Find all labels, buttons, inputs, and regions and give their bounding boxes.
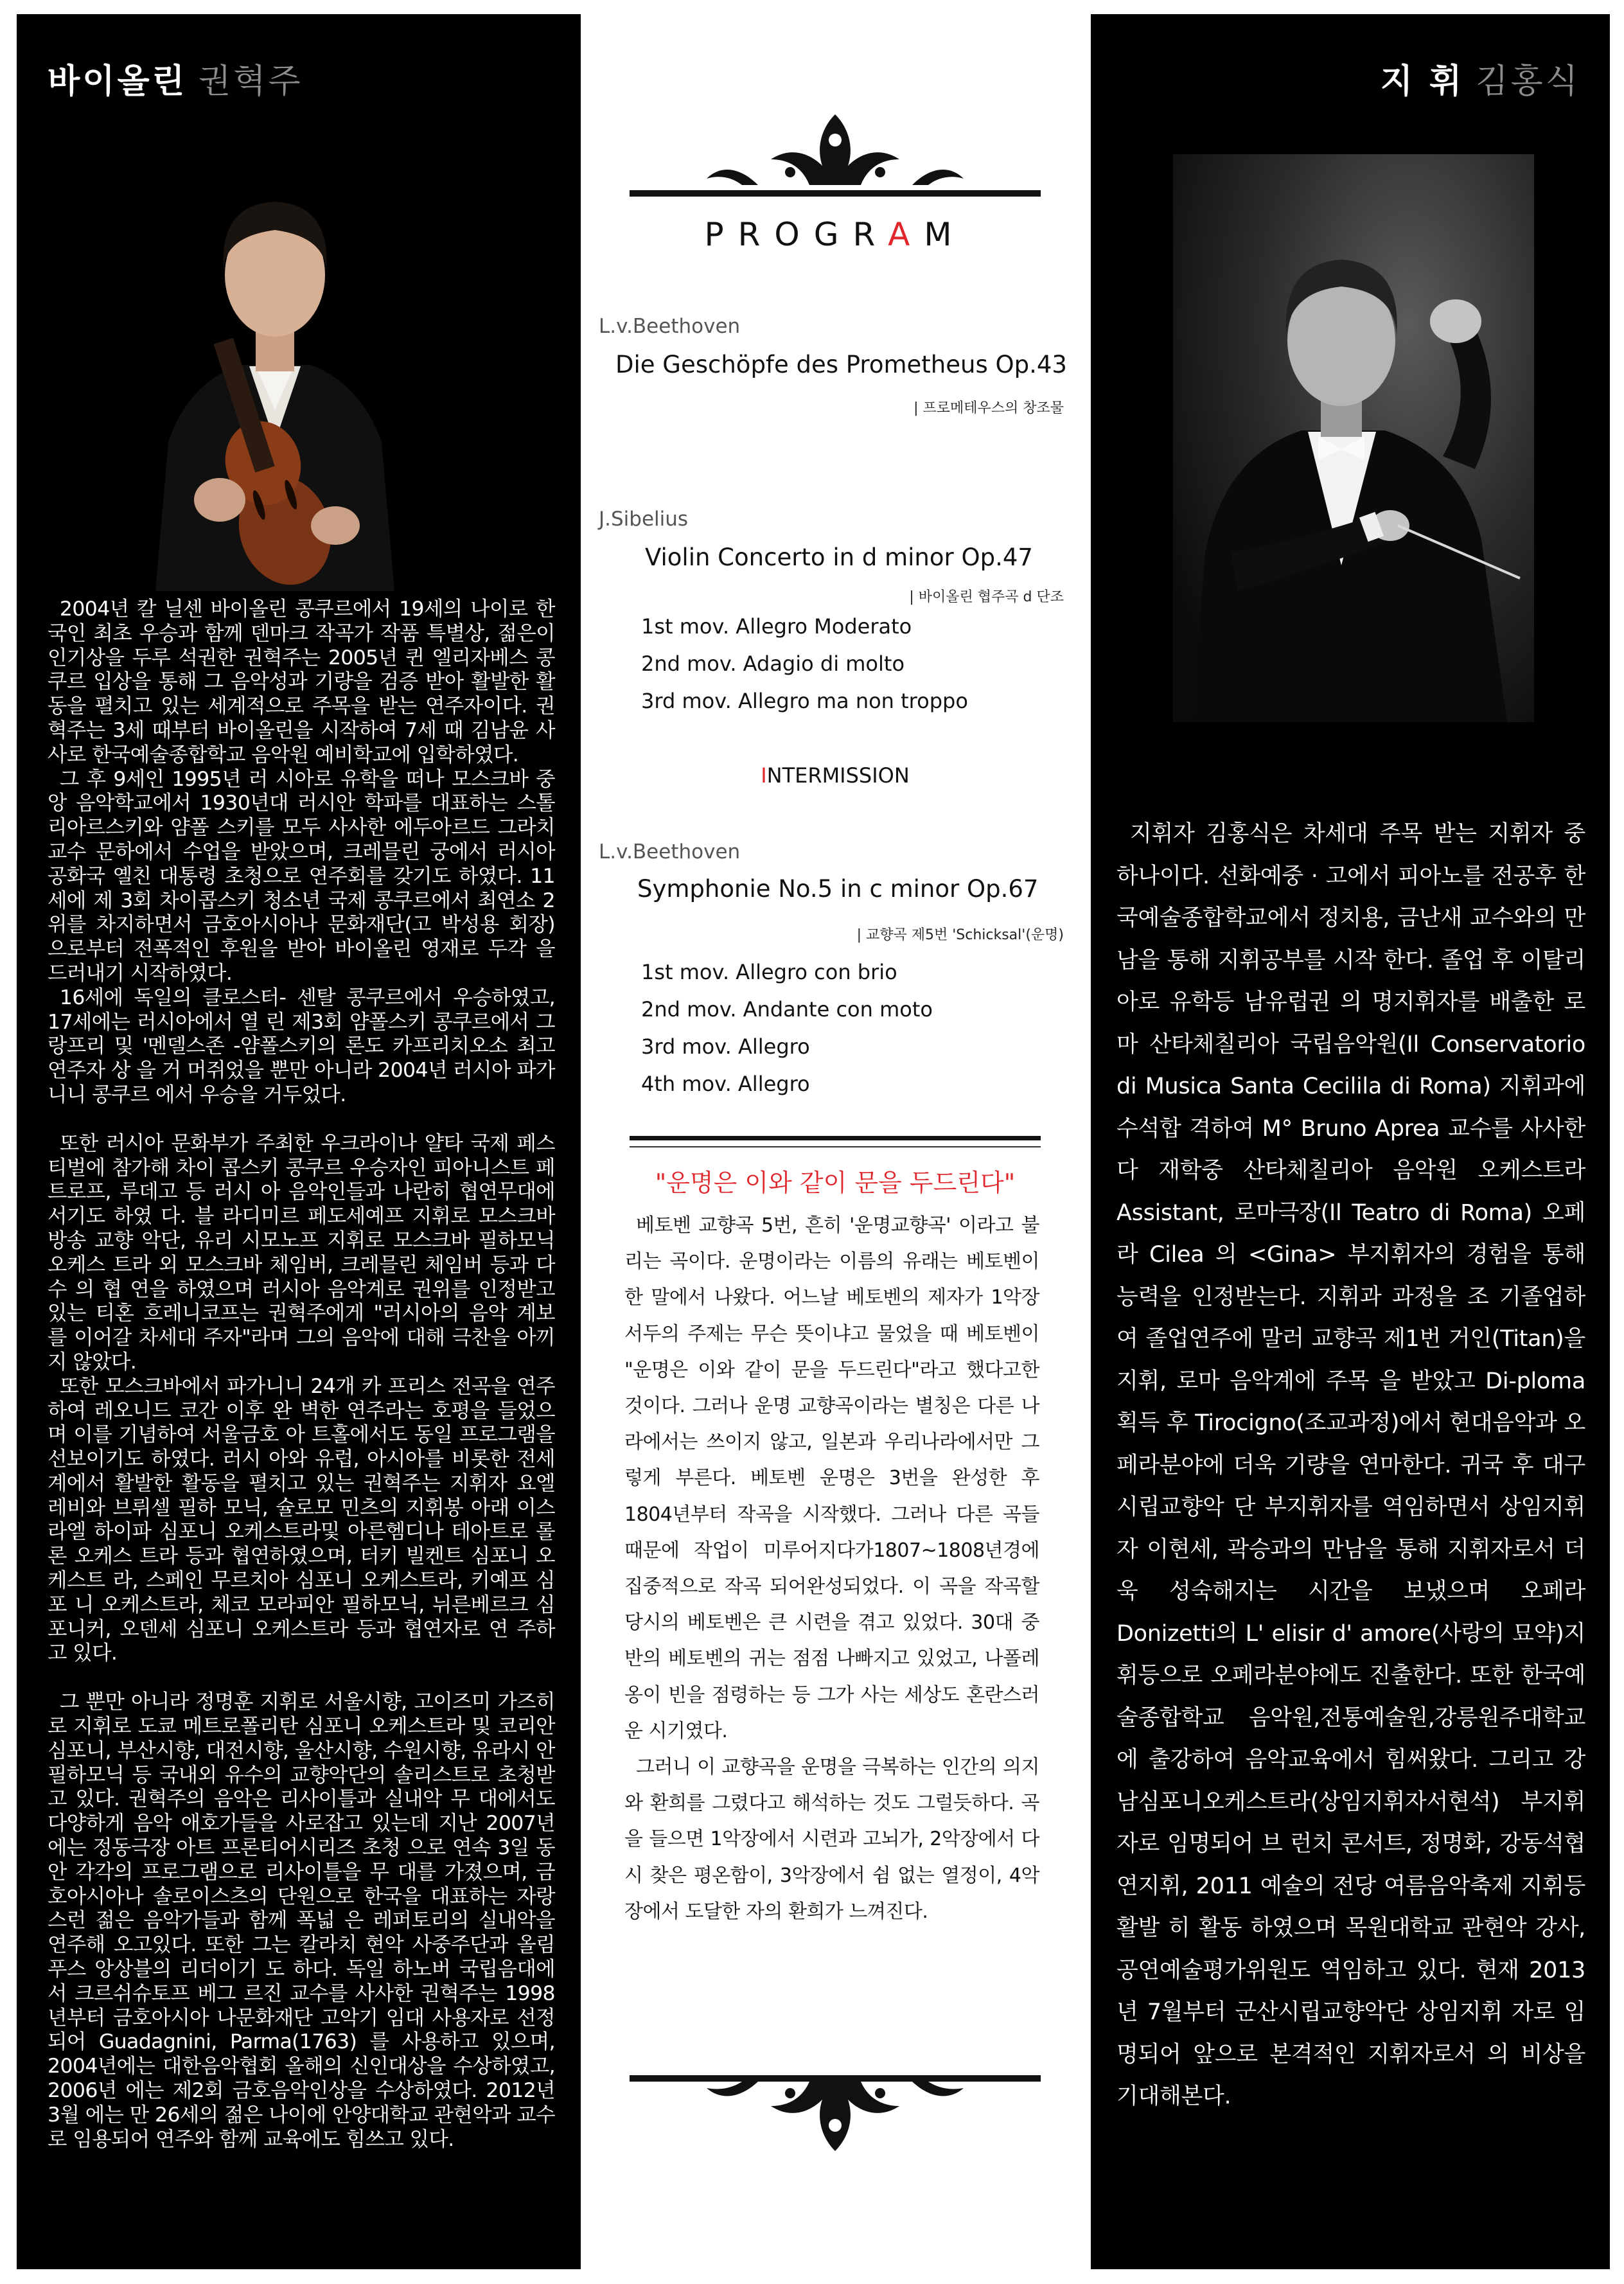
- work-subtitle: | 프로메테우스의 창조물: [914, 400, 1064, 416]
- conductor-bio: [1116, 813, 1585, 2118]
- conductor-role: 지 휘: [1380, 62, 1465, 101]
- program-heading-accent: A: [888, 216, 924, 253]
- conductor-photo: [1173, 154, 1534, 722]
- conductor-panel: [1091, 14, 1610, 2269]
- movement-item: 2nd mov. Andante con moto: [641, 997, 933, 1022]
- composer-name: L.v.Beethoven: [599, 315, 741, 338]
- intermission-text: NTERMISSION: [766, 763, 910, 788]
- program-heading-text: PROGR: [704, 216, 888, 253]
- program-heading: [591, 216, 1079, 253]
- essay-title: "운명은 이와 같이 문을 두드린다": [655, 1169, 1016, 1197]
- essay-body: [624, 1208, 1039, 1930]
- violinist-bio-paragraph: 그 뿐만 아니라 정명훈 지휘로 서울시향, 고이즈미 가즈히로 지휘로 도쿄 메트로폴리탄 심포니 오케스트라 및 코리안 심포니, 부산시향, 대전시향, 울산시향, 수원시향, 유라시 안 필하모닉 등 국내외 유수의 교향악단의 솔리스트로 초청받고 있다. 권혁주의 음악은 리사이틀과 실내악 무 대에서도 다양하게 음악 애호가들을 사로잡고 있는데 지난 2007년에는 정동극장 아트 프론티어시리즈 초청 으로 연속 3일 동안 각각의 프로그램으로 리사이틀을 무 대를 가졌으며, 금호아시아나 솔로이스츠의 단원으로 한국을 대표하는 자랑스런 젊은 음악가들과 함께 폭넓 은 레퍼토리의 실내악을 연주해 오고있다. 또한 그는 칼라치 현악 사중주단과 올림푸스 앙상블의 리더이기 도 하다. 독일 하노버 국립음대에서 크르쉬슈토프 베그 르진 교수를 사사한 권혁주는 1998년부터 금호아시아 나문화재단 고악기 임대 사용자로 선정되어 Guadagnini, Parma(1763) 를 사용하고 있으며, 2004년에는 대한음악협회 올해의 신인대상을 수상하였고, 2006년 에는 제2회 금호음악인상을 수상하였다. 2012년 3월 에는 만 26세의 젊은 나이에 안양대학교 관현악과 교수로 임용되어 연주와 함께 교육에도 힘쓰고 있다.: [48, 1690, 555, 2151]
- violinist-role: 바이올린: [48, 62, 187, 101]
- composer-name: L.v.Beethoven: [599, 840, 741, 863]
- violinist-bio-paragraph: 또한 모스크바에서 파가니니 24개 카 프리스 전곡을 연주하여 레오니드 코간 이후 완 벽한 연주라는 호평을 들었으며 이를 기념하여 서울금호 아 트홀에서도 동일 프로그램을 선보이기도 하였다. 러시 아와 유럽, 아시아를 비롯한 전세계에서 활발한 활동을 펼치고 있는 권혁주는 지휘자 요엘 레비와 브뤼셀 필하 모닉, 슐로모 민츠의 지휘봉 아래 이스라엘 하이파 심포니 오케스트라및 아른헴디나 테아트로 롤론 오케스 트라 등과 협연하였으며, 터키 빌켄트 심포니 오케스트 라, 스페인 무르치아 심포니 오케스트라, 키예프 심포 니 오케스트라, 체코 모라피안 필하모닉, 뉘른베르크 심포니커, 오덴세 심포니 오케스트라 등과 협연자로 연 주하고 있다.: [48, 1374, 555, 1665]
- divider-rule: [630, 1146, 1041, 1147]
- violinist-bio-paragraph: 또한 러시아 문화부가 주최한 우크라이나 얄타 국제 페스티벌에 참가해 차이 콥스키 콩쿠르 우승자인 피아니스트 페트로프, 루데고 등 러시 아 음악인들과 나란히 협연무대에 서기도 하였 다. 블 라디미르 페도세예프 지휘로 모스크바 방송 교향 악단, 유리 시모노프 지휘로 모스크바 필하모닉 오케스 트라 외 모스크바 체임버, 크레믈린 체임버 등과 다수 의 협 연을 하였으며 러시아 음악계로 권위를 인정받고 있는 티혼 흐레니코프는 권혁주에게 "러시아의 음악 계보 를 이어갈 차세대 주자"라며 그의 음악에 대해 극찬을 아끼지 않았다.: [48, 1131, 555, 1374]
- violinist-panel: [17, 14, 581, 2269]
- work-title: Die Geschöpfe des Prometheus Op.43: [615, 351, 1067, 378]
- program-column: [591, 0, 1079, 2284]
- ornament-top-icon: [630, 108, 1041, 198]
- violinist-bio: [48, 598, 555, 2152]
- movement-item: 3rd mov. Allegro: [641, 1034, 810, 1059]
- divider-rule: [630, 1136, 1041, 1140]
- conductor-bio-paragraph: 지휘자 김홍식은 차세대 주목 받는 지휘자 중 하나이다. 선화예중 · 고에서 피아노를 전공후 한국예술종합학교에서 정치용, 금난새 교수와의 만남을 통해 지휘공부를 시작 한다. 졸업 후 이탈리아로 유학등 남유럽권 의 명지휘자를 배출한 로마 산타체칠리아 국립음악원(Il Conservatorio di Musica Santa Cecilila di Roma) 지휘과에 수석합 격하여 M° Bruno Aprea 교수를 사사한다 재학중 산타체칠리아 음악원 오케스트라 Assistant, 로마극장(Il Teatro di Roma) 오페라 Cilea 의 <Gina> 부지휘자의 경험을 통해 능력을 인정받는다. 지휘과 과정을 조 기졸업하여 졸업연주에 말러 교향곡 제1번 거인(Titan)을지휘, 로마 음악계에 주목 을 받았고 Di-ploma획득 후 Tirocigno(조교과정)에서 현대음악과 오페라분야에 더욱 기량을 연마한다. 귀국 후 대구시립교향악 단 부지휘자를 역임하면서 상임지휘자 이현세, 곽승과의 만남을 통해 지휘자로서 더욱 성숙해지는 시간을 보냈으며 오페라 Donizetti의 L' elisir d' amore(사랑의 묘약)지 휘등으로 오페라분야에도 진출한다. 또한 한국예술종합학교 음악원,전통예술원,강릉원주대학교에 출강하여 음악교육에서 힘써왔다. 그리고 강남심포니오케스트라(상임지휘자서현석) 부지휘자로 임명되어 브 런치 콘서트, 정명화, 강동석협연지휘, 2011 예술의 전당 여름음악축제 지휘등 활발 히 활동 하였으며 목원대학교 관현악 강사, 공연예술평가위원도 역임하고 있다. 현재 2013년 7월부터 군산시립교향악단 상임지휘 자로 임명되어 앞으로 본격적인 지휘자로서 의 비상을 기대해본다.: [1116, 821, 1585, 2109]
- violinist-name: 권혁주: [198, 62, 303, 101]
- composer-name: J.Sibelius: [599, 508, 689, 531]
- violinist-bio-paragraph: 그 후 9세인 1995년 러 시아로 유학을 떠나 모스크바 중앙 음악학교에서 1930년대 러시안 학파를 대표하는 스톨리아르스키와 얌폴 스키를 모두 사사한 에두아르드 그라치 교수 문하에서 수업을 받았으며, 크레믈린 궁에서 러시아 공화국 옐친 대통령 초청으로 연주회를 갖기도 하였다. 11세에 제 3회 차이콥스키 청소년 국제 콩쿠르에서 최연소 2위를 차지하면서 금호아시아나 문화재단(고 박성용 회장) 으로부터 전폭적인 후원을 받아 바이올린 영재로 두각 을 드러내기 시작하였다.: [48, 767, 555, 985]
- violinist-title: [48, 54, 303, 102]
- violinist-bio-paragraph: 2004년 칼 닐센 바이올린 콩쿠르에서 19세의 나이로 한국인 최초 우승과 함께 덴마크 작곡가 작품 특별상, 젊은이 인기상을 두루 석권한 권혁주는 2005년 퀸 엘리자베스 콩쿠르 입상을 통해 그 음악성과 기량을 검증 받아 활발한 활동을 펼치고 있는 세계적으로 주목을 받는 연주자이다. 권혁주는 3세 때부터 바이올린을 시작하여 7세 때 김남윤 사사로 한국예술종합학교 음악원 예비학교에 입학하였다.: [48, 598, 555, 766]
- conductor-name: 김홍식: [1476, 62, 1580, 101]
- work-title: Violin Concerto in d minor Op.47: [645, 544, 1033, 571]
- movement-item: 1st mov. Allegro Moderato: [641, 614, 912, 639]
- movement-item: 4th mov. Allegro: [641, 1072, 810, 1096]
- essay-paragraph: 그러니 이 교향곡을 운명을 극복하는 인간의 의지와 환희를 그렸다고 해석하는 것도 그럴듯하다. 곡을 들으면 1악장에서 시련과 고뇌가, 2악장에서 다시 찾은 평온함이, 3악장에서 쉼 없는 열정이, 4악장에서 도달한 자의 환희가 느껴진다.: [624, 1756, 1039, 1923]
- work-subtitle: | 바이올린 협주곡 d 단조: [909, 589, 1064, 605]
- intermission-accent: I: [761, 763, 767, 788]
- intermission-label: [591, 763, 1079, 788]
- movement-item: 2nd mov. Adagio di molto: [641, 651, 905, 676]
- ornament-bottom-icon: [630, 2074, 1041, 2157]
- violinist-bio-paragraph: 16세에 독일의 클로스터- 센탈 콩쿠르에서 우승하였고, 17세에는 러시아에서 열 린 제3회 얌폴스키 콩쿠르에서 그랑프리 및 '멘델스존 -얌폴스키의 론도 카프리치오소 최고 연주자 상 을 거 머쥐었을 뿐만 아니라 2004년 러시아 파가니니 콩쿠르 에서 우승을 거두었다.: [48, 986, 555, 1106]
- program-heading-text: M: [924, 216, 966, 253]
- work-title: Symphonie No.5 in c minor Op.67: [637, 875, 1039, 903]
- violinist-photo: [130, 140, 420, 591]
- essay-paragraph: 베토벤 교향곡 5번, 흔히 '운명교향곡' 이라고 불리는 곡이다. 운명이라는 이름의 유래는 베토벤이 한 말에서 나왔다. 어느날 베토벤의 제자가 1악장 서두의 주제는 무슨 뜻이냐고 물었을 때 베토벤이 "운명은 이와 같이 문을 두드린다"라고 했다고한 것이다. 그러나 운명 교향곡이라는 별칭은 다른 나라에서는 쓰이지 않고, 일본과 우리나라에서만 그렇게 부른다. 베토벤 운명은 3번을 완성한 후 1804년부터 작곡을 시작했다. 그러나 다른 곡들 때문에 작업이 미루어지다가1807~1808년경에 집중적으로 작곡 되어완성되었다. 이 곡을 작곡할 당시의 베토벤은 큰 시련을 겪고 있었다. 30대 중반의 베토벤의 귀는 점점 나빠지고 있었고, 나폴레옹이 빈을 점령하는 등 그가 사는 세상도 혼란스러운 시기였다.: [624, 1214, 1039, 1742]
- movement-item: 3rd mov. Allegro ma non troppo: [641, 689, 968, 713]
- work-subtitle: | 교향곡 제5번 'Schicksal'(운명): [856, 927, 1064, 943]
- conductor-title: [1381, 54, 1580, 102]
- movement-item: 1st mov. Allegro con brio: [641, 960, 897, 984]
